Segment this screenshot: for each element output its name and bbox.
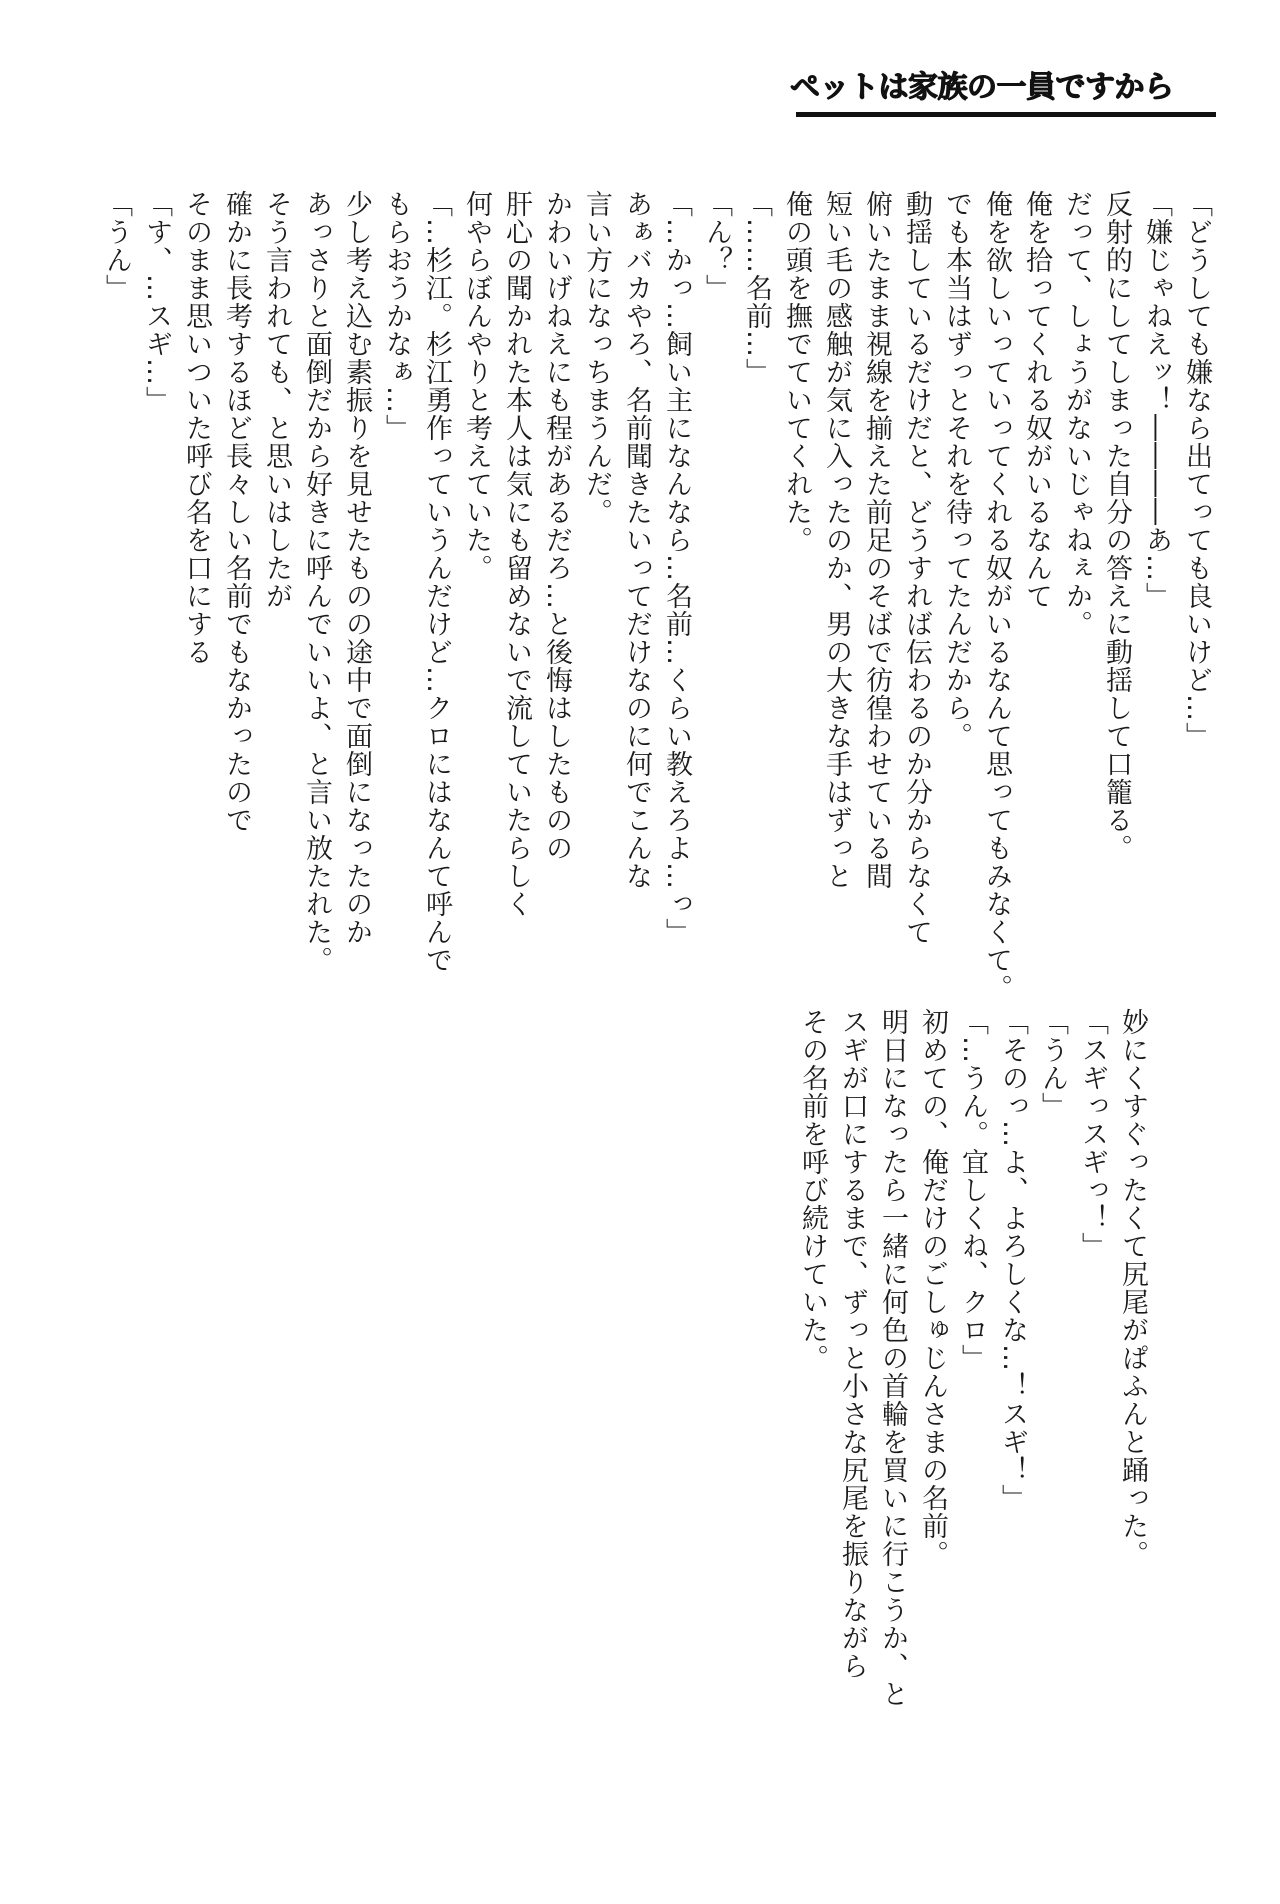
text-line: 俯いたまま視線を揃えた前足のそばで彷徨わせている間 <box>861 190 892 890</box>
upper-text-block <box>96 190 1216 1070</box>
text-line: 「そのっ…よ、よろしくな…！スギ！」 <box>997 1008 1028 1512</box>
text-line: 初めての、俺だけのごしゅじんさまの名前。 <box>917 1008 948 1568</box>
running-title: ペットは家族の一員ですから <box>790 70 1174 105</box>
text-line: 明日になったら一緒に何色の首輪を買いに行こうか、と <box>877 1008 908 1708</box>
text-line: そのまま思いついた呼び名を口にする <box>181 190 212 666</box>
text-line: 肝心の聞かれた本人は気にも留めないで流していたらしく <box>501 190 532 918</box>
text-line: 妙にくすぐったくて尻尾がぱふんと踊った。 <box>1117 1008 1148 1568</box>
text-line: 「うん」 <box>101 190 132 302</box>
text-line: 「嫌じゃねえッ！――――あ…」 <box>1141 190 1172 610</box>
text-line: スギが口にするまで、ずっと小さな尻尾を振りながら <box>837 1008 868 1680</box>
text-line: 俺の頭を撫でていてくれた。 <box>781 190 812 554</box>
text-line: でも本当はずっとそれを待ってたんだから。 <box>941 190 972 750</box>
text-line: 俺を拾ってくれる奴がいるなんて <box>1021 190 1052 610</box>
text-line: その名前を呼び続けていた。 <box>797 1008 828 1372</box>
text-line: 少し考え込む素振りを見せたものの途中で面倒になったのか <box>341 190 372 946</box>
text-line: あぁバカやろ、名前聞きたいってだけなのに何でこんな <box>621 190 652 890</box>
text-line: 確かに長考するほど長々しい名前でもなかったので <box>221 190 252 834</box>
text-line: 反射的にしてしまった自分の答えに動揺して口籠る。 <box>1101 190 1132 862</box>
text-line: 「す、…スギ…」 <box>141 190 172 414</box>
text-line: だって、しょうがないじゃねぇか。 <box>1061 190 1092 638</box>
text-line: そう言われても、と思いはしたが <box>261 190 292 610</box>
text-line: かわいげねえにも程があるだろ…と後悔はしたものの <box>541 190 572 862</box>
text-line: 「…かっ…飼い主になんなら…名前…くらい教えろよ…っ」 <box>661 190 692 946</box>
text-line: 「…うん。宜しくね、クロ」 <box>957 1008 988 1372</box>
lower-text-block <box>792 1008 1152 1828</box>
text-line: あっさりと面倒だから好きに呼んでいいよ、と言い放たれた。 <box>301 190 332 974</box>
text-line: 何やらぼんやりと考えていた。 <box>461 190 492 582</box>
text-line: 短い毛の感触が気に入ったのか、男の大きな手はずっと <box>821 190 852 890</box>
title-underline <box>796 112 1216 117</box>
text-line: 「…杉江。杉江勇作っていうんだけど…クロにはなんて呼んで <box>421 190 452 974</box>
text-line: 「うん」 <box>1037 1008 1068 1120</box>
text-line: 「どうしても嫌なら出てっても良いけど…」 <box>1181 190 1212 750</box>
text-line: 「……名前…」 <box>741 190 772 386</box>
text-line: 「ん？」 <box>701 190 732 302</box>
text-line: 言い方になっちまうんだ。 <box>581 190 612 526</box>
text-line: 動揺しているだけだと、どうすれば伝わるのか分からなくて <box>901 190 932 946</box>
text-line: もらおうかなぁ…」 <box>381 190 412 442</box>
text-line: 俺を欲しいっていってくれる奴がいるなんて思ってもみなくて。 <box>981 190 1012 1002</box>
text-line: 「スギっスギっ！」 <box>1077 1008 1108 1260</box>
